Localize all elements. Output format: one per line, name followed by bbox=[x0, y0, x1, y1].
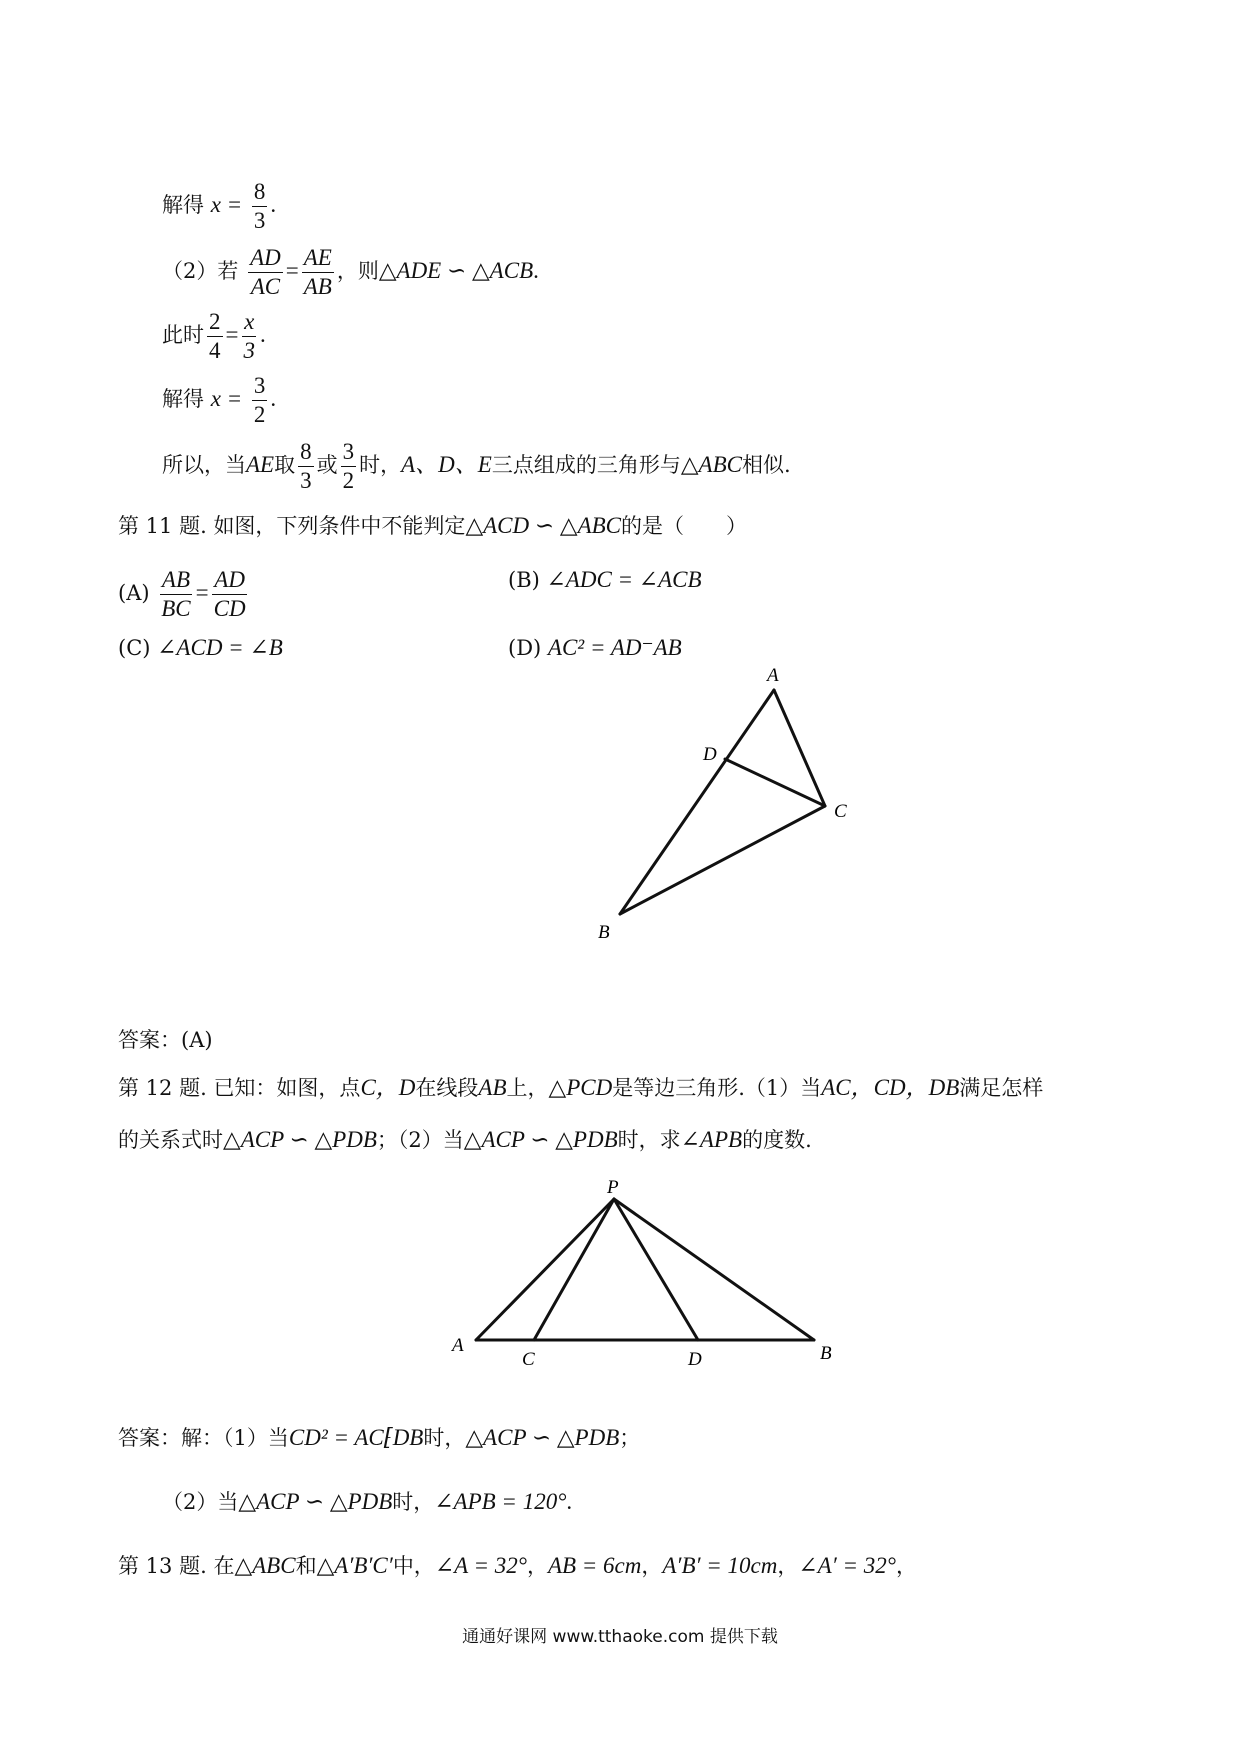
q12-stem-line-2: 的关系式时△ACP ∽ △PDB；（2）当△ACP ∽ △PDB时，求∠APB的度数. bbox=[118, 1127, 812, 1152]
fraction: $\frac{8}{3}$ bbox=[253, 179, 266, 234]
segment-ac bbox=[774, 690, 825, 806]
question-number: 第 13 题. bbox=[118, 1554, 207, 1578]
q11-option-d: (D) AC² = AD⁻AB bbox=[508, 635, 682, 660]
q12-triangle-figure bbox=[440, 1175, 860, 1385]
point-label-c: C bbox=[522, 1349, 535, 1370]
fraction: $\frac{AD}{AC}$ bbox=[250, 245, 281, 300]
fraction: $\frac{2}{4}$ bbox=[209, 309, 221, 364]
point-label-b: B bbox=[820, 1343, 832, 1364]
q12-answer-line-2: （2）当△ACP ∽ △PDB时，∠APB = 120°. bbox=[162, 1489, 573, 1514]
fraction: $\frac{AB}{BC}$ bbox=[161, 567, 191, 622]
fraction: $\frac{x}{3}$ bbox=[243, 309, 255, 364]
q12-stem-line-1: 第 12 题. 已知：如图，点C，D在线段AB上，△PCD是等边三角形.（1）当AC，CD，DB满足怎样 bbox=[118, 1075, 1044, 1100]
q11-option-a: (A) $\frac{AB}{BC}$ = $\frac{AD}{CD}$ bbox=[118, 567, 246, 622]
q11-stem: 第 11 题. 如图，下列条件中不能判定△ACD ∽ △ABC的是（ ） bbox=[118, 513, 748, 538]
question-number: 第 11 题. bbox=[118, 514, 207, 538]
q11-triangle-figure bbox=[590, 660, 880, 950]
question-number: 第 12 题. bbox=[118, 1076, 207, 1100]
fraction: $\frac{8}{3}$ bbox=[300, 439, 312, 494]
answer-value: (A) bbox=[181, 1028, 213, 1052]
segment-pb bbox=[614, 1199, 814, 1340]
fraction: $\frac{3}{2}$ bbox=[253, 373, 266, 428]
solution-line-1: 解得 x = $\frac{8}{3}$ . bbox=[162, 179, 277, 234]
point-label-a: A bbox=[767, 665, 779, 686]
solution-line-2: （2）若 $\frac{AD}{AC}$ = $\frac{AE}{AB}$ ，则△ADE ∽ △ACB. bbox=[162, 245, 539, 300]
q11-answer: 答案：(A) bbox=[118, 1028, 213, 1052]
fraction: $\frac{AE}{AB}$ bbox=[303, 245, 332, 300]
q11-option-b: (B) ∠ADC = ∠ACB bbox=[508, 567, 702, 592]
q12-answer-line-1: 答案：解：（1）当CD² = AC⁅DB时，△ACP ∽ △PDB； bbox=[118, 1425, 641, 1450]
q11-option-c: (C) ∠ACD = ∠B bbox=[118, 635, 283, 660]
point-label-c: C bbox=[834, 801, 847, 822]
segment-ab bbox=[620, 690, 774, 914]
page-footer: 通通好课网 www.tthaoke.com 提供下载 bbox=[462, 1627, 778, 1647]
point-label-b: B bbox=[598, 922, 610, 943]
q13-stem: 第 13 题. 在△ABC和△A′B′C′中，∠A = 32°，AB = 6cm，A′B′ = 10cm，∠A′ = 32°， bbox=[118, 1553, 917, 1578]
solution-line-5: 所以，当AE取 $\frac{8}{3}$ 或 $\frac{3}{2}$ 时，A、D、E三点组成的三角形与△ABC相似. bbox=[162, 439, 791, 494]
point-label-d: D bbox=[688, 1349, 702, 1370]
fraction: $\frac{3}{2}$ bbox=[342, 439, 355, 494]
point-label-p: P bbox=[607, 1177, 619, 1198]
segment-dc bbox=[725, 759, 825, 806]
solution-line-3: 此时 $\frac{2}{4}$ = $\frac{x}{3}$ . bbox=[162, 309, 266, 364]
segment-pd bbox=[614, 1199, 698, 1340]
solution-line-4: 解得 x = $\frac{3}{2}$ . bbox=[162, 373, 277, 428]
point-label-a: A bbox=[452, 1335, 464, 1356]
point-label-d: D bbox=[703, 744, 717, 765]
segment-bc bbox=[620, 806, 825, 914]
fraction: $\frac{AD}{CD}$ bbox=[213, 567, 246, 622]
